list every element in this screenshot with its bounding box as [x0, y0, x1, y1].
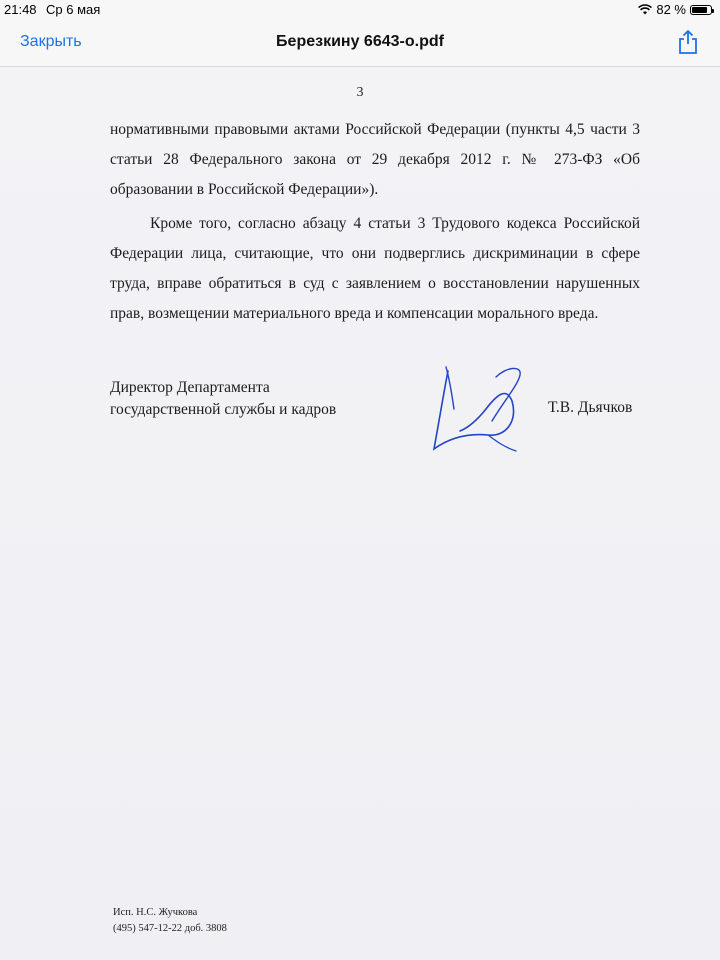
paragraph-labor-code: Кроме того, согласно абзацу 4 статьи 3 Трудового кодекса Российской Федерации лица, считающие, что они подверглись дискриминации в сфере труда, вправе обратиться в суд с заявлением о восстановлении нарушенных прав, возмещении материального вреда и компенсации морального вреда. — [110, 215, 640, 322]
close-button[interactable]: Закрыть — [20, 33, 82, 50]
signer-title — [110, 377, 336, 421]
document-title: Березкину 6643-о.pdf — [276, 33, 444, 50]
battery-icon — [690, 5, 712, 15]
battery-fill — [692, 7, 707, 13]
status-right — [638, 2, 712, 17]
page-number: 3 — [356, 85, 364, 100]
document-body — [110, 115, 640, 333]
wifi-icon — [638, 4, 652, 15]
executor-phone: (495) 547-12-22 доб. 3808 — [113, 923, 227, 934]
executor-info — [113, 905, 227, 937]
pdf-viewer[interactable] — [0, 67, 720, 960]
signer-title-line1: Директор Департамента — [110, 379, 270, 396]
signer-name: Т.В. Дьячков — [548, 399, 633, 416]
status-bar — [0, 0, 720, 20]
executor-name: Исп. Н.С. Жучкова — [113, 907, 198, 918]
signer-title-line2: государственной службы и кадров — [110, 401, 337, 418]
paragraph-continued: нормативными правовыми актами Российской Федерации (пункты 4,5 части 3 статьи 28 Федерального закона от 29 декабря 2012 г. № 273-ФЗ «Об образовании в Российской Федерации»). — [110, 121, 640, 198]
status-date: Ср 6 мая — [46, 2, 101, 17]
share-icon[interactable] — [676, 29, 700, 55]
navigation-bar — [0, 20, 720, 67]
status-time: 21:48 — [4, 2, 37, 17]
handwritten-signature — [426, 361, 526, 453]
battery-percent: 82 % — [656, 2, 686, 17]
pdf-page — [0, 67, 720, 960]
